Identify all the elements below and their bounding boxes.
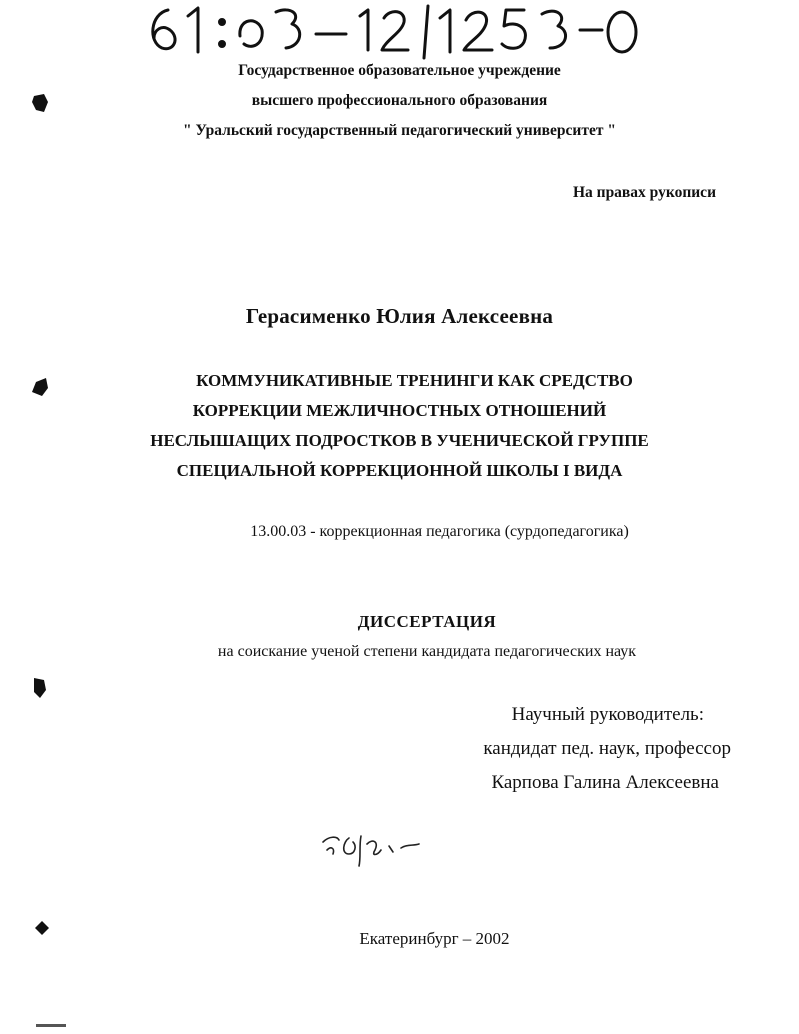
supervisor-label: Научный руководитель: xyxy=(511,704,704,725)
title-line-2: КОРРЕКЦИИ МЕЖЛИЧНОСТНЫХ ОТНОШЕНИЙ xyxy=(192,401,607,420)
title-line-4: СПЕЦИАЛЬНОЙ КОРРЕКЦИОННОЙ ШКОЛЫ I ВИДА xyxy=(176,461,623,480)
supervisor-name: Карпова Галина Алексеевна xyxy=(491,772,719,793)
manuscript-note: На правах рукописи xyxy=(572,184,716,201)
handwritten-archive-number xyxy=(140,0,640,62)
degree-line: на соискание ученой степени кандидата педагогических наук xyxy=(217,643,637,660)
title-line-3: НЕСЛЫШАЩИХ ПОДРОСТКОВ В УЧЕНИЧЕСКОЙ ГРУППЕ xyxy=(150,431,649,450)
punch-hole-icon xyxy=(30,92,50,114)
institution-line-2: высшего профессионального образования xyxy=(251,92,548,109)
punch-hole-icon xyxy=(30,676,50,698)
supervisor-rank: кандидат пед. наук, профессор xyxy=(483,738,731,759)
author-name: Герасименко Юлия Алексеевна xyxy=(245,304,554,328)
title-line-1: КОММУНИКАТИВНЫЕ ТРЕНИНГИ КАК СРЕДСТВО xyxy=(196,371,633,390)
punch-hole-icon xyxy=(30,376,50,398)
institution-line-1: Государственное образовательное учреждение xyxy=(238,62,561,79)
document-type: ДИССЕРТАЦИЯ xyxy=(357,612,497,631)
institution-line-3: " Уральский государственный педагогический университет " xyxy=(183,122,616,139)
handwritten-signature xyxy=(315,828,425,868)
punch-hole-icon xyxy=(34,920,50,936)
specialty-code: 13.00.03 - коррекционная педагогика (сурдопедагогика) xyxy=(250,523,629,540)
city-year: Екатеринбург – 2002 xyxy=(359,929,510,948)
scan-corner-mark xyxy=(36,1024,66,1027)
